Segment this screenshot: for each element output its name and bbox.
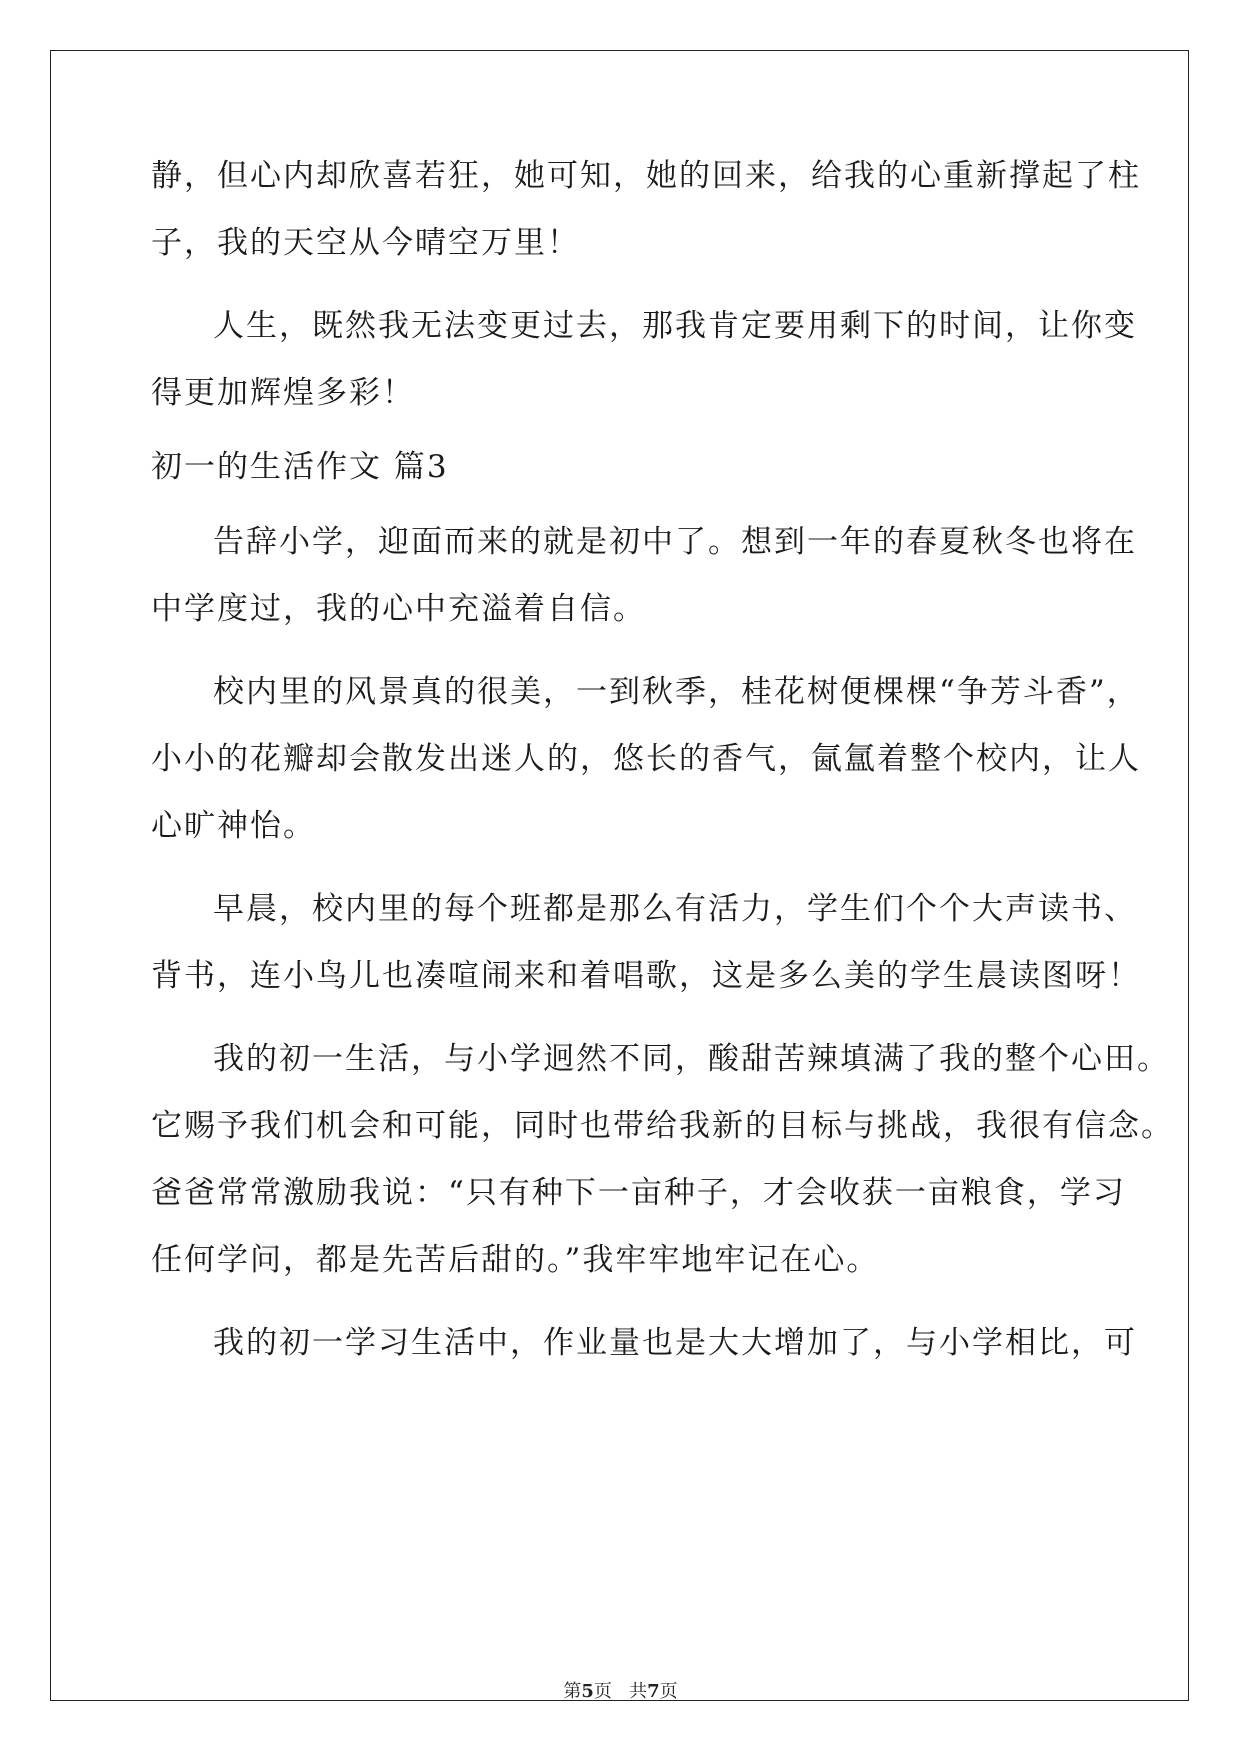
text-line: 中学度过，我的心中充溢着自信。 (151, 591, 646, 627)
text-line: 它赐予我们机会和可能，同时也带给我新的目标与挑战，我很有信念。 (151, 1108, 1174, 1144)
page-number: 5 (581, 1681, 594, 1702)
text-line: 静，但心内却欣喜若狂，她可知，她的回来，给我的心重新撑起了柱 (151, 158, 1141, 194)
page-prefix: 第 (563, 1681, 582, 1702)
text-line: 告辞小学，迎面而来的就是初中了。想到一年的春夏秋冬也将在 (213, 524, 1137, 560)
text-line: 爸爸常常激励我说：“只有种下一亩种子，才会收获一亩粮食，学习 (151, 1175, 1126, 1211)
text-line: 小小的花瓣却会散发出迷人的，悠长的香气，氤氲着整个校内，让人 (151, 741, 1141, 777)
text-line: 子，我的天空从今晴空万里！ (151, 225, 580, 261)
text-line: 我的初一生活，与小学迥然不同，酸甜苦辣填满了我的整个心田。 (213, 1041, 1170, 1077)
page-suffix: 页 (593, 1681, 612, 1702)
text-line: 心旷神怡。 (151, 808, 316, 844)
page-border (50, 50, 1189, 1701)
text-line: 校内里的风景真的很美，一到秋季，桂花树便棵棵“争芳斗香”， (213, 674, 1140, 710)
page-footer (0, 1680, 1241, 1704)
text-line: 得更加辉煌多彩！ (151, 375, 415, 411)
total-pages: 7 (647, 1681, 660, 1702)
text-line: 背书，连小鸟儿也凑喧闹来和着唱歌，这是多么美的学生晨读图呀！ (151, 958, 1141, 994)
text-line: 人生，既然我无法变更过去，那我肯定要用剩下的时间，让你变 (213, 308, 1137, 344)
text-line: 我的初一学习生活中，作业量也是大大增加了，与小学相比，可 (213, 1325, 1137, 1361)
text-line: 任何学问，都是先苦后甜的。”我牢牢地牢记在心。 (151, 1242, 880, 1278)
total-suffix: 页 (659, 1681, 678, 1702)
section-heading: 初一的生活作文 篇3 (151, 449, 449, 485)
text-line: 早晨，校内里的每个班都是那么有活力，学生们个个大声读书、 (213, 891, 1137, 927)
total-prefix: 共 (629, 1681, 648, 1702)
